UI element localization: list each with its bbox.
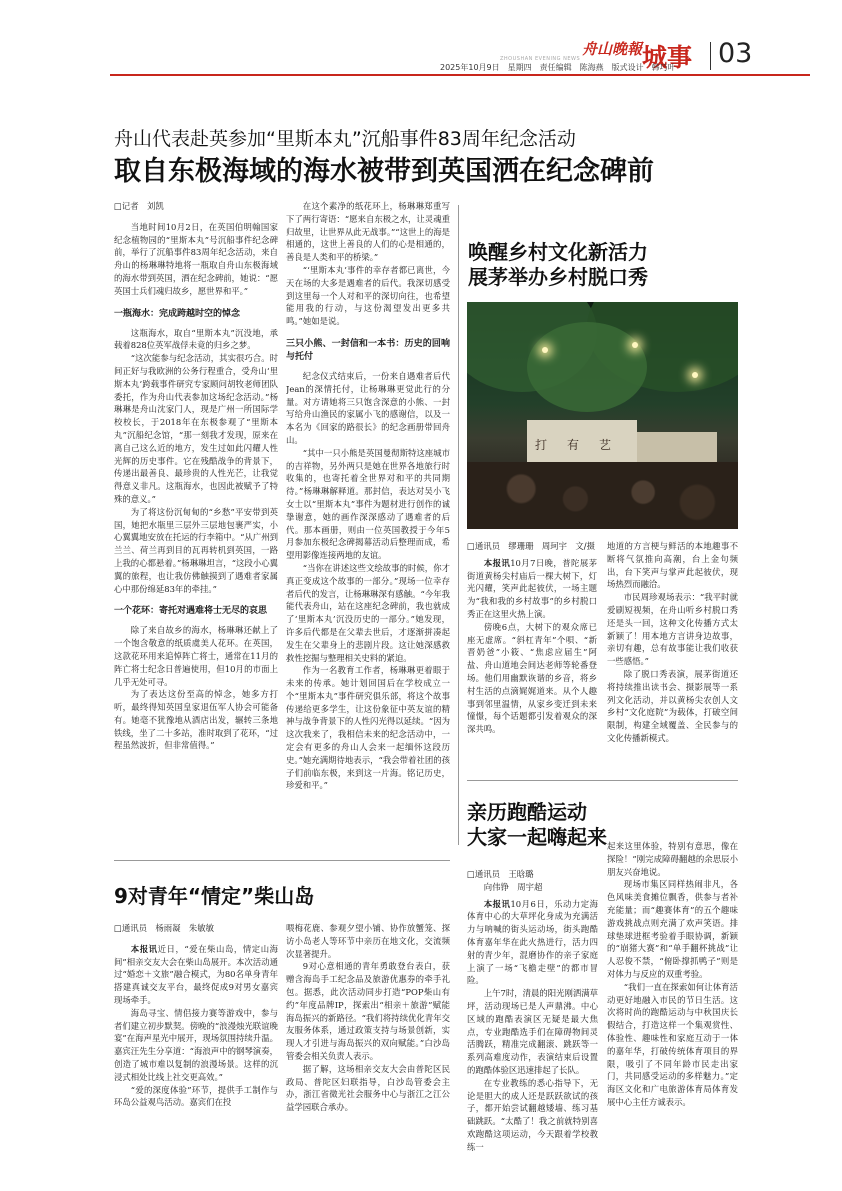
page-number: 03 bbox=[718, 38, 753, 69]
story4-column-1 bbox=[114, 922, 278, 1184]
paragraph: 纪念仪式结束后，一份来自遇难者后代Jean的深情托付，让杨琳琳更觉此行的分量。对方请她将三只饱含深意的小熊、一封写给舟山渔民的家属小飞的感谢信，以及一本名为《回家的路很长》的纪念画册带回舟山。 bbox=[286, 370, 450, 445]
paragraph: 作为一名教育工作者，杨琳琳更着眼于未来的传承。她计划回国后在学校成立一个“里斯本丸”事件研究俱乐部，将这个故事传递给更多学生，让这份象征中英友谊的精神与战争背景下的人性闪光得以延续。“因为这次我来了，我相信未来的纪念活动中，一定会有更多的舟山人会来一起缅怀这段历史。”她充满期待地表示，“我会带着社团的孩子们前临东极，来到这一片海。铭记历史，珍爱和平。” bbox=[286, 665, 450, 791]
story3-title-line2: 大家一起嗨起来 bbox=[467, 825, 607, 849]
paragraph: 现场市集区同样热闹非凡，各色风味美食摊位飘香，供参与者补充能量；而“趣赛体育”的五个趣味游戏挑战点则充满了欢声笑语。排球垫球进框考验着手眼协调，新颖的“崩猪大赛”和“单手翻杯挑战”让人忍俊不禁，“俯卧撑抓鸭子”则是对体力与反应的双重考验。 bbox=[607, 879, 738, 979]
story3-column-2 bbox=[607, 840, 738, 1183]
subheading: 一瓶海水：完成跨越时空的悼念 bbox=[114, 308, 241, 319]
paragraph: 据了解，这场相亲交友大会由普陀区民政局、普陀区妇联指导，白沙岛管委会主办，浙江省微光社会服务中心与浙江之江公益学园联合承办。 bbox=[286, 1063, 450, 1113]
story2-byline: □通讯员 缪珊珊 周珂宇 文/摄 bbox=[467, 541, 595, 551]
story2-title bbox=[468, 240, 648, 290]
paragraph bbox=[467, 557, 597, 621]
paragraph: 起来这里体验，特别有意思，像在探险！”刚完成障碍翻越的余思辰小朋友兴奋地说。 bbox=[607, 841, 738, 877]
subheading: 一个花环：寄托对遇难将士无尽的哀思 bbox=[114, 606, 268, 617]
story3-byline-1: □通讯员 王晗璐 bbox=[467, 869, 534, 879]
lead-tag: 本报讯 bbox=[483, 557, 511, 568]
paragraph: 上午7时，清晨的阳光刚洒满草坪，活动现场已是人声鼎沸。中心区域的跑酷表演区无疑是最大焦点，专业跑酷选手们在障碍物间灵活腾跃，精准完成翻滚、跳跃等一系列高难度动作，表演结束后设置的跑酷体验区迅速排起了长队。 bbox=[467, 988, 598, 1075]
paragraph: 市民周珍观场表示：“我平时就爱刷短视频，在舟山听乡村脱口秀还是头一回，这种文化传播方式太新颖了！用本地方言讲身边故事，亲切有趣，总有故事能让我们收获一些感悟。” bbox=[607, 592, 738, 667]
story2-photo bbox=[467, 302, 738, 529]
paragraph: “‘里斯本丸’事件的幸存者都已离世，今天在场的大多是遇难者的后代。我深切感受到这里每一个人对和平的深切向往，也希望能用我的行动，与这份渴望发出更多共鸣。”她如是说。 bbox=[286, 264, 450, 327]
story3-byline bbox=[467, 868, 598, 894]
story3-column-1 bbox=[467, 868, 598, 1183]
lead-kicker: 舟山代表赴英参加“里斯本丸”沉船事件83周年纪念活动 bbox=[114, 128, 576, 150]
paragraph: 除了来自故乡的海水，杨琳琳还献上了一个饱含敬意的纸质虞美人花环。在英国，这款花环用来追悼阵亡将士，通常在11月的阵亡将士纪念日普遍使用，但10月的市面上几乎无处可寻。 bbox=[114, 625, 278, 687]
masthead-logo: 舟山晚報 bbox=[582, 40, 643, 58]
story2-column-1 bbox=[467, 540, 597, 765]
story3-title-line1: 亲历跑酷运动 bbox=[467, 800, 587, 824]
header-meta: 2025年10月9日 星期四 责任编辑 陈海燕 版式设计 韩巧叶 bbox=[440, 63, 676, 72]
lead-tag: 本报讯 bbox=[130, 943, 158, 954]
story3-title bbox=[467, 800, 607, 850]
column-divider bbox=[458, 205, 459, 845]
paragraph: 为了表达这份至高的悼念，她多方打听，最终得知英国皇家退伍军人协会可能备有。她毫不犹豫地从酒店出发，辗转三条地铁线，坐了二十多站，准时取到了花环，“过程虽然波折，但非常值得。” bbox=[114, 689, 278, 751]
header-separator bbox=[710, 42, 711, 70]
section-divider bbox=[114, 860, 450, 861]
paragraph: 在这个素净的纸花环上，杨琳琳郑重写下了两行寄语：“愿来自东极之水，让灵魂重归故里，让世界从此无战事。”“这世上的海是相通的，这世上善良的人们的心是相通的，善良是人类和平的桥梁。” bbox=[286, 201, 450, 263]
story2-column-2 bbox=[607, 540, 738, 765]
lead-column-1 bbox=[114, 200, 278, 840]
masthead-english: ZHOUSHAN EVENING NEWS bbox=[500, 56, 581, 62]
story2-title-line1: 唤醒乡村文化新活力 bbox=[468, 240, 648, 264]
story2-title-line2: 展茅举办乡村脱口秀 bbox=[468, 265, 648, 289]
lead-tag: 本报讯 bbox=[483, 898, 511, 909]
story4-column-2 bbox=[286, 922, 450, 1184]
lead-column-2 bbox=[286, 200, 450, 840]
paragraph: 傍晚6点，大树下的观众席已座无虚席。“斜杠青年”个唄、“新晋奶爸”小筱、“焦虑应届生”阿盐、舟山道地会间达老师等轮番登场。他们用幽默诙谐的乡音，将乡村生活的点滴娓娓道来。从个人趣事到邻里温情，从家乡变迁到未来憧憬，每个话题都引发着观众的深深共鸣。 bbox=[467, 621, 597, 735]
section-divider bbox=[467, 780, 738, 781]
paragraph: “我们一直在探索如何让体育活动更好地融入市民的节日生活。这次将时尚的跑酷运动与中秋国庆长假结合，打造这样一个集观赏性、体验性、趣味性和家庭互动于一体的嘉年华，打破传统体育项目的界限，吸引了不同年龄市民走出家门，共同感受运动的多样魅力。”定海区文化和广电旅游体育局体育发展中心主任方诚表示。 bbox=[607, 981, 738, 1107]
paragraph: 在专业教练的悉心指导下，无论是胆大的成人还是跃跃欲试的孩子，都开始尝试翻越矮墙、练习基础跳跃。“太酷了！我之前就特别喜欢跑酷这项运动，今天跟着学校教练一 bbox=[467, 1077, 598, 1152]
paragraph: 9对心意相通的青年勇敢登台表白，获赠含海岛手工纪念品及旅游优惠券的牵手礼包。据悉，此次活动同步打造“POP柴山有约”年度品牌IP，探索出“相亲＋旅游”赋能海岛振兴的新路径。“我们将持续优化青年交友服务体系，通过政策支持与场景创新，实现人才引进与海岛振兴的双向赋能。”白沙岛管委会相关负责人表示。 bbox=[286, 961, 450, 1061]
lead-headline: 取自东极海域的海水被带到英国洒在纪念碑前 bbox=[114, 156, 654, 187]
paragraph: 地道的方言梗与鲜活的本地趣事不断将气氛推向高潮，台上金句频出，台下笑声与掌声此起彼伏，现场热烈而融洽。 bbox=[607, 541, 738, 590]
paragraph: “爱的深度体验”环节，提供手工制作与环岛公益观鸟活动。嘉宾们在投 bbox=[114, 1084, 278, 1108]
paragraph: 喂梅花鹿、参观夕望小铺、协作放蟹笼、探访小岛老人等环节中亲历在地文化，交流频次显著提升。 bbox=[286, 923, 450, 959]
paragraph: “其中一只小熊是英国曼彻斯特这座城市的吉祥物，另外两只是她在世界各地旅行时收集的，也寄托着全世界对和平的共同期待。”杨琳琳解释道。那封信，表达对吴小飞女士以“里斯本丸”事件为题材进行创作的诚挚谢意，她的画作深深感动了遇难者的后代。那本画册，则由一位英国教授于今年5月参加东极纪念碑揭幕活动后整理而成，希望用影像连接两地的友谊。 bbox=[286, 447, 450, 561]
story4-byline: □通讯员 杨雨凝 朱敏敏 bbox=[114, 923, 215, 933]
paragraph: 当地时间10月2日，在英国伯明翰国家纪念植物园的“里斯本丸”号沉船事件纪念碑前，举行了沉船事件83周年纪念活动，来自舟山的杨琳琳特地将一瓶取自舟山东极海域的海水带到英国，洒在纪念碑前，她说：“愿英国士兵们魂归故乡，愿世界和平。” bbox=[114, 221, 278, 296]
lead-byline: □记者 刘凯 bbox=[114, 201, 164, 211]
paragraph-text: 近日，“爱在柴山岛，情定山海间”相亲交友大会在柴山岛展开。本次活动通过“婚恋＋文旅”融合模式，为80名单身青年搭建真诚交友平台，最终促成9对男女嘉宾现场牵手。 bbox=[114, 943, 278, 1005]
paragraph-text: 10月7日晚，普陀展茅街道黄杨尖村庙后一棵大树下，灯光闪耀，笑声此起彼伏，一场主题为“我和我的乡村故事”的乡村脱口秀正在这里火热上演。 bbox=[467, 557, 597, 619]
paragraph: 海岛寻宝、情侣接力赛等游戏中，参与者们建立初步默契。傍晚的“浪漫烛光联谊晚宴”在海声星光中展开，现场氛围持续升温。嘉宾汪先生分享道：“海浪声中的钢琴演奏，创造了城市难以复制的浪漫场景。这样的沉浸式相处比线上社交更高效。” bbox=[114, 1007, 278, 1082]
paragraph: “这次能参与纪念活动，其实很巧合。时间正好与我欧洲的公务行程重合，受舟山‘里斯本丸’跨载事件研究专家顾问胡牧老师团队委托，作为舟山代表参加这场纪念活动。”杨琳琳是舟山沈家门人，现是广州一所国际学校校长，于2018年在东极参观了“里斯本丸”沉船纪念馆，“那一刻我才发现，原来在离自己这么近的地方，发生过如此闪耀人性光辉的历史事件。它在残酷战争的背景下，传递出最善良、最珍贵的人性光芒，让我觉得意义非凡。这瓶海水，也因此被赋予了特殊的意义。” bbox=[114, 353, 278, 504]
story4-title: 9对青年“情定”柴山岛 bbox=[114, 884, 315, 908]
paragraph: 为了将这份沉甸甸的“乡愁”平安带到英国，她把水瓶里三层外三层地包裹严实，小心翼翼地安放在托运的行李箱中。“从广州到兰兰、荷兰再到目的瓦再转机到英国，一路上我的心都悬着。”杨琳琳坦言，“这段小心翼翼的旅程，也让我仿佛触摸到了遇难者家属心中那份绵延83年的牵挂。” bbox=[114, 506, 278, 594]
section-name: 城事 bbox=[642, 43, 693, 72]
paragraph: 除了脱口秀表演，展茅街道还将持续推出读书会、摄影展等一系列文化活动，并以黄杨尖农创人文乡村“文化庭院”为载体，打破空间限制，构建全域覆盖、全民参与的文化传播新模式。 bbox=[607, 668, 738, 743]
paragraph bbox=[114, 943, 278, 1007]
paragraph: “当你在讲述这些文绘故事的时候，你才真正变成这个故事的一部分。”现场一位幸存者后代的发言，让杨琳琳深有感触。“今年我能代表舟山，站在这座纪念碑前，我也就成了‘里斯本丸’沉没历史的一部分。”她发现，许多后代都是在父辈去世后，才逐渐拼凑起发生在父辈身上的悲剧片段。这让她深感救救性挖掘与整理相关史料的紧迫。 bbox=[286, 562, 450, 663]
story3-byline-2: 向伟铮 周宇超 bbox=[483, 881, 543, 892]
paragraph-text: 10月6日，乐动力定海体育中心的大草坪化身成为充满活力与呐喊的街头运动场，街头跑酷体育嘉年华在此火热进行，活力四射的青少年，混磨协作的亲子家庭上演了一场“飞檐走壁”的都市冒险。 bbox=[467, 898, 598, 986]
paragraph: 这瓶海水，取自“里斯本丸”沉没地，承载着828位英军战俘未竟的归乡之梦。 bbox=[114, 327, 278, 351]
subheading: 三只小熊、一封信和一本书：历史的回响与托付 bbox=[286, 338, 450, 362]
header-rule bbox=[110, 74, 810, 76]
paragraph bbox=[467, 898, 598, 988]
photo-banner-text: 打 有 艺 bbox=[535, 438, 616, 452]
